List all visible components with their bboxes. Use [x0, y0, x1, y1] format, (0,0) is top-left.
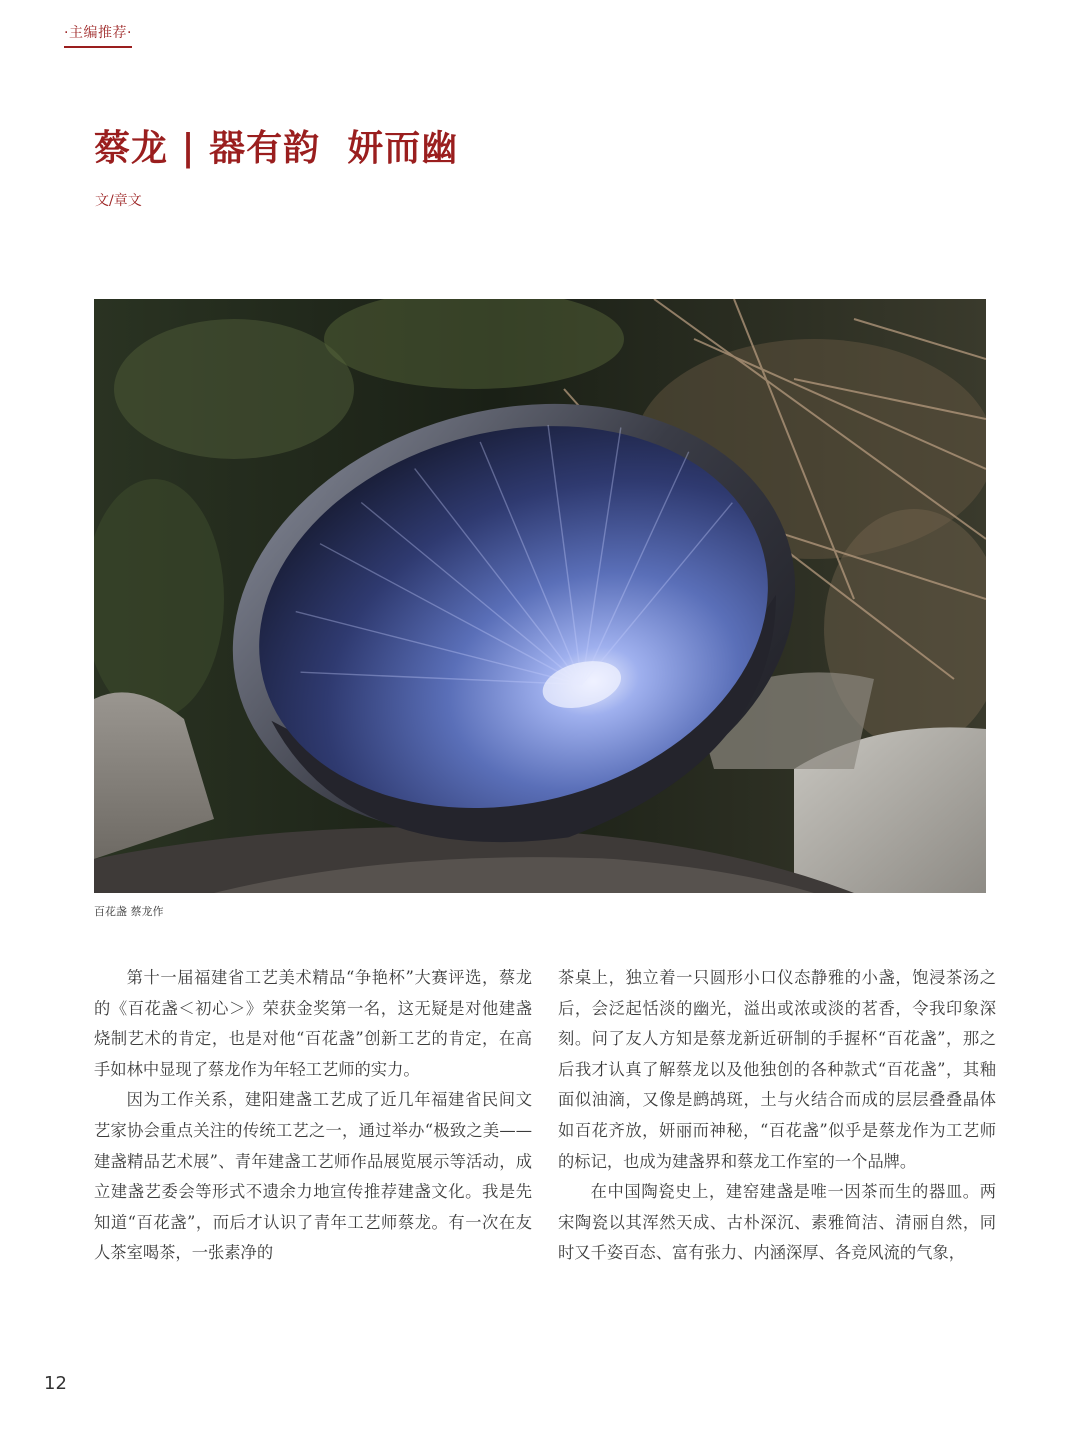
body-column-right	[558, 963, 996, 1269]
section-tag: ·主编推荐·	[64, 22, 132, 48]
photo-caption: 百花盏 蔡龙作	[94, 905, 164, 918]
article-photo	[94, 299, 986, 893]
page-number: 12	[44, 1373, 67, 1394]
body-column-left	[94, 963, 532, 1269]
body-paragraph: 第十一届福建省工艺美术精品“争艳杯”大赛评选，蔡龙的《百花盏＜初心＞》荣获金奖第一名，这无疑是对他建盏烧制艺术的肯定，也是对他“百花盏”创新工艺的肯定，在高手如林中显现了蔡龙作为年轻工艺师的实力。	[94, 968, 532, 1079]
body-paragraph: 因为工作关系，建阳建盏工艺成了近几年福建省民间文艺家协会重点关注的传统工艺之一，通过举办“极致之美——建盏精品艺术展”、青年建盏工艺师作品展览展示等活动，成立建盏艺委会等形式不遗余力地宣传推荐建盏文化。我是先知道“百花盏”，而后才认识了青年工艺师蔡龙。有一次在友人茶室喝茶，一张素净的	[94, 1090, 532, 1263]
tea-bowl-photo	[94, 299, 986, 893]
body-paragraph: 在中国陶瓷史上，建窑建盏是唯一因茶而生的器皿。两宋陶瓷以其浑然天成、古朴深沉、素雅简洁、清丽自然，同时又千姿百态、富有张力、内涵深厚、各竞风流的气象，	[558, 1182, 996, 1263]
body-paragraph: 茶桌上，独立着一只圆形小口仪态静雅的小盏，饱浸茶汤之后，会泛起恬淡的幽光，溢出或浓或淡的茗香，令我印象深刻。问了友人方知是蔡龙新近研制的手握杯“百花盏”，那之后我才认真了解蔡龙以及他独创的各种款式“百花盏”，其釉面似油滴，又像是鹧鸪斑，土与火结合而成的层层叠叠晶体如百花齐放，妍丽而神秘，“百花盏”似乎是蔡龙作为工艺师的标记，也成为建盏界和蔡龙工作室的一个品牌。	[558, 968, 996, 1171]
article-title: 蔡龙 | 器有韵 妍而幽	[94, 127, 459, 169]
article-byline: 文/章文	[95, 193, 142, 209]
